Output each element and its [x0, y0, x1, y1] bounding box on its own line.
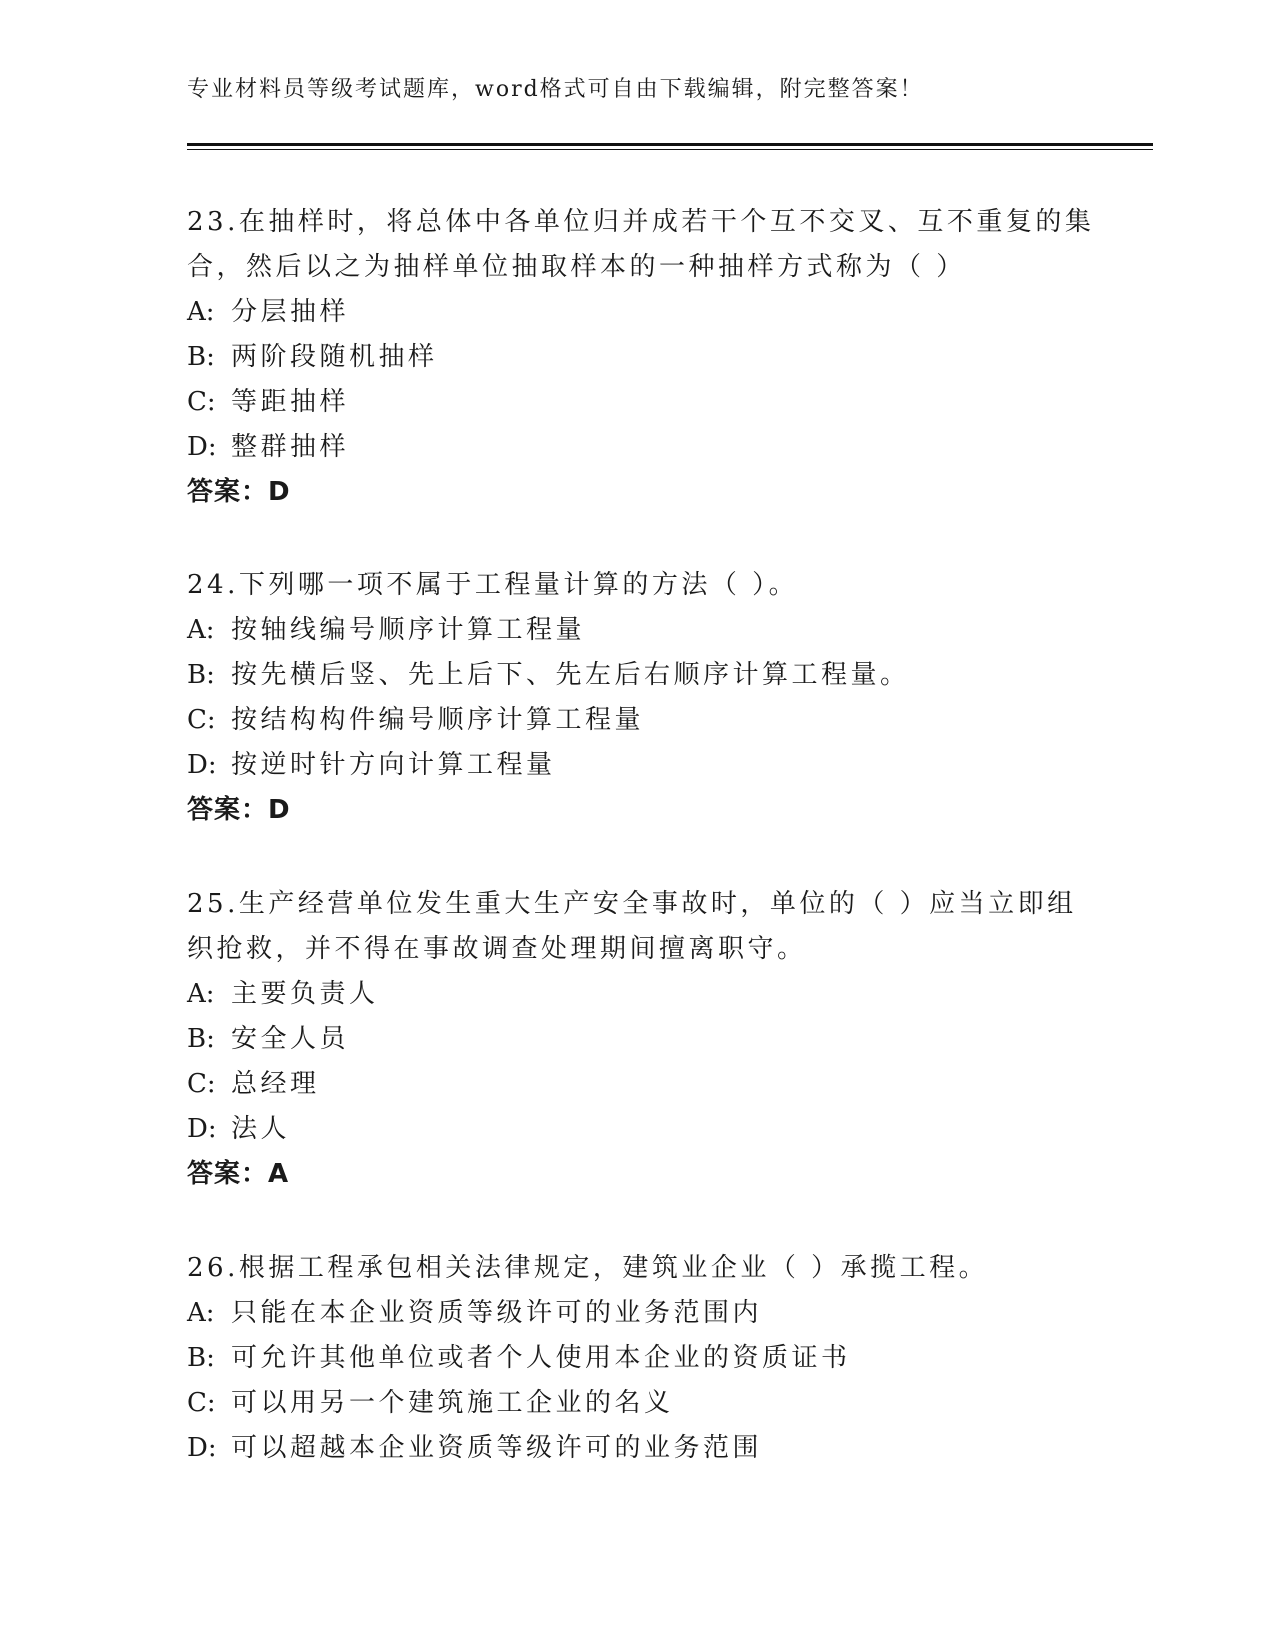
option-text: 可以超越本企业资质等级许可的业务范围 — [231, 1433, 763, 1463]
option-letter: B: — [187, 342, 215, 372]
option-c — [187, 1062, 1087, 1107]
option-letter: A: — [187, 615, 215, 645]
option-text: 两阶段随机抽样 — [231, 342, 438, 372]
option-letter: C: — [187, 705, 216, 735]
option-letter: D: — [187, 1114, 217, 1144]
option-text: 等距抽样 — [231, 387, 350, 417]
option-b — [187, 653, 1087, 698]
question-stem-line: 25.生产经营单位发生重大生产安全事故时，单位的（ ）应当立即组 — [187, 889, 1077, 919]
option-c — [187, 1381, 1087, 1426]
option-letter: A: — [187, 979, 215, 1009]
option-b — [187, 1017, 1087, 1062]
option-b — [187, 1336, 1087, 1381]
option-text: 按先横后竖、先上后下、先左后右顺序计算工程量。 — [231, 660, 910, 690]
option-b — [187, 335, 1087, 380]
option-letter: D: — [187, 1433, 217, 1463]
option-a — [187, 972, 1087, 1017]
option-text: 只能在本企业资质等级许可的业务范围内 — [231, 1298, 763, 1328]
answer-line: 答案：D — [187, 795, 291, 825]
question-stem-line: 织抢救，并不得在事故调查处理期间擅离职守。 — [187, 934, 807, 964]
option-a — [187, 608, 1087, 653]
option-c — [187, 698, 1087, 743]
question-25 — [187, 882, 1087, 1197]
option-letter: C: — [187, 387, 216, 417]
option-letter: A: — [187, 297, 215, 327]
option-text: 按逆时针方向计算工程量 — [231, 750, 556, 780]
page-header: 专业材料员等级考试题库，word格式可自由下载编辑，附完整答案！ — [187, 77, 924, 102]
option-letter: B: — [187, 660, 215, 690]
option-letter: C: — [187, 1388, 216, 1418]
option-d — [187, 425, 1087, 470]
question-stem-line: 24.下列哪一项不属于工程量计算的方法（ ）。 — [187, 570, 799, 600]
option-letter: A: — [187, 1298, 215, 1328]
question-stem-line: 26.根据工程承包相关法律规定，建筑业企业（ ）承揽工程。 — [187, 1253, 989, 1283]
option-text: 法人 — [231, 1114, 291, 1144]
option-d — [187, 743, 1087, 788]
option-c — [187, 380, 1087, 425]
question-stem-line: 23.在抽样时，将总体中各单位归并成若干个互不交叉、互不重复的集 — [187, 207, 1095, 237]
answer-line: 答案：A — [187, 1159, 290, 1189]
option-text: 分层抽样 — [231, 297, 350, 327]
option-text: 主要负责人 — [231, 979, 379, 1009]
option-text: 安全人员 — [231, 1024, 350, 1054]
option-text: 可允许其他单位或者个人使用本企业的资质证书 — [231, 1343, 851, 1373]
question-26 — [187, 1246, 1087, 1471]
option-letter: B: — [187, 1343, 215, 1373]
option-letter: D: — [187, 750, 217, 780]
question-23 — [187, 200, 1095, 515]
option-d — [187, 1426, 1087, 1471]
option-d — [187, 1107, 1087, 1152]
question-24 — [187, 563, 1087, 833]
option-a — [187, 290, 1087, 335]
option-text: 按结构构件编号顺序计算工程量 — [231, 705, 645, 735]
option-text: 整群抽样 — [231, 432, 350, 462]
option-letter: C: — [187, 1069, 216, 1099]
option-text: 可以用另一个建筑施工企业的名义 — [231, 1388, 674, 1418]
option-letter: B: — [187, 1024, 215, 1054]
header-divider — [187, 143, 1153, 150]
option-text: 总经理 — [231, 1069, 320, 1099]
option-text: 按轴线编号顺序计算工程量 — [231, 615, 586, 645]
answer-line: 答案：D — [187, 477, 291, 507]
question-stem-line: 合，然后以之为抽样单位抽取样本的一种抽样方式称为（ ） — [187, 252, 966, 282]
option-a — [187, 1291, 1087, 1336]
option-letter: D: — [187, 432, 217, 462]
